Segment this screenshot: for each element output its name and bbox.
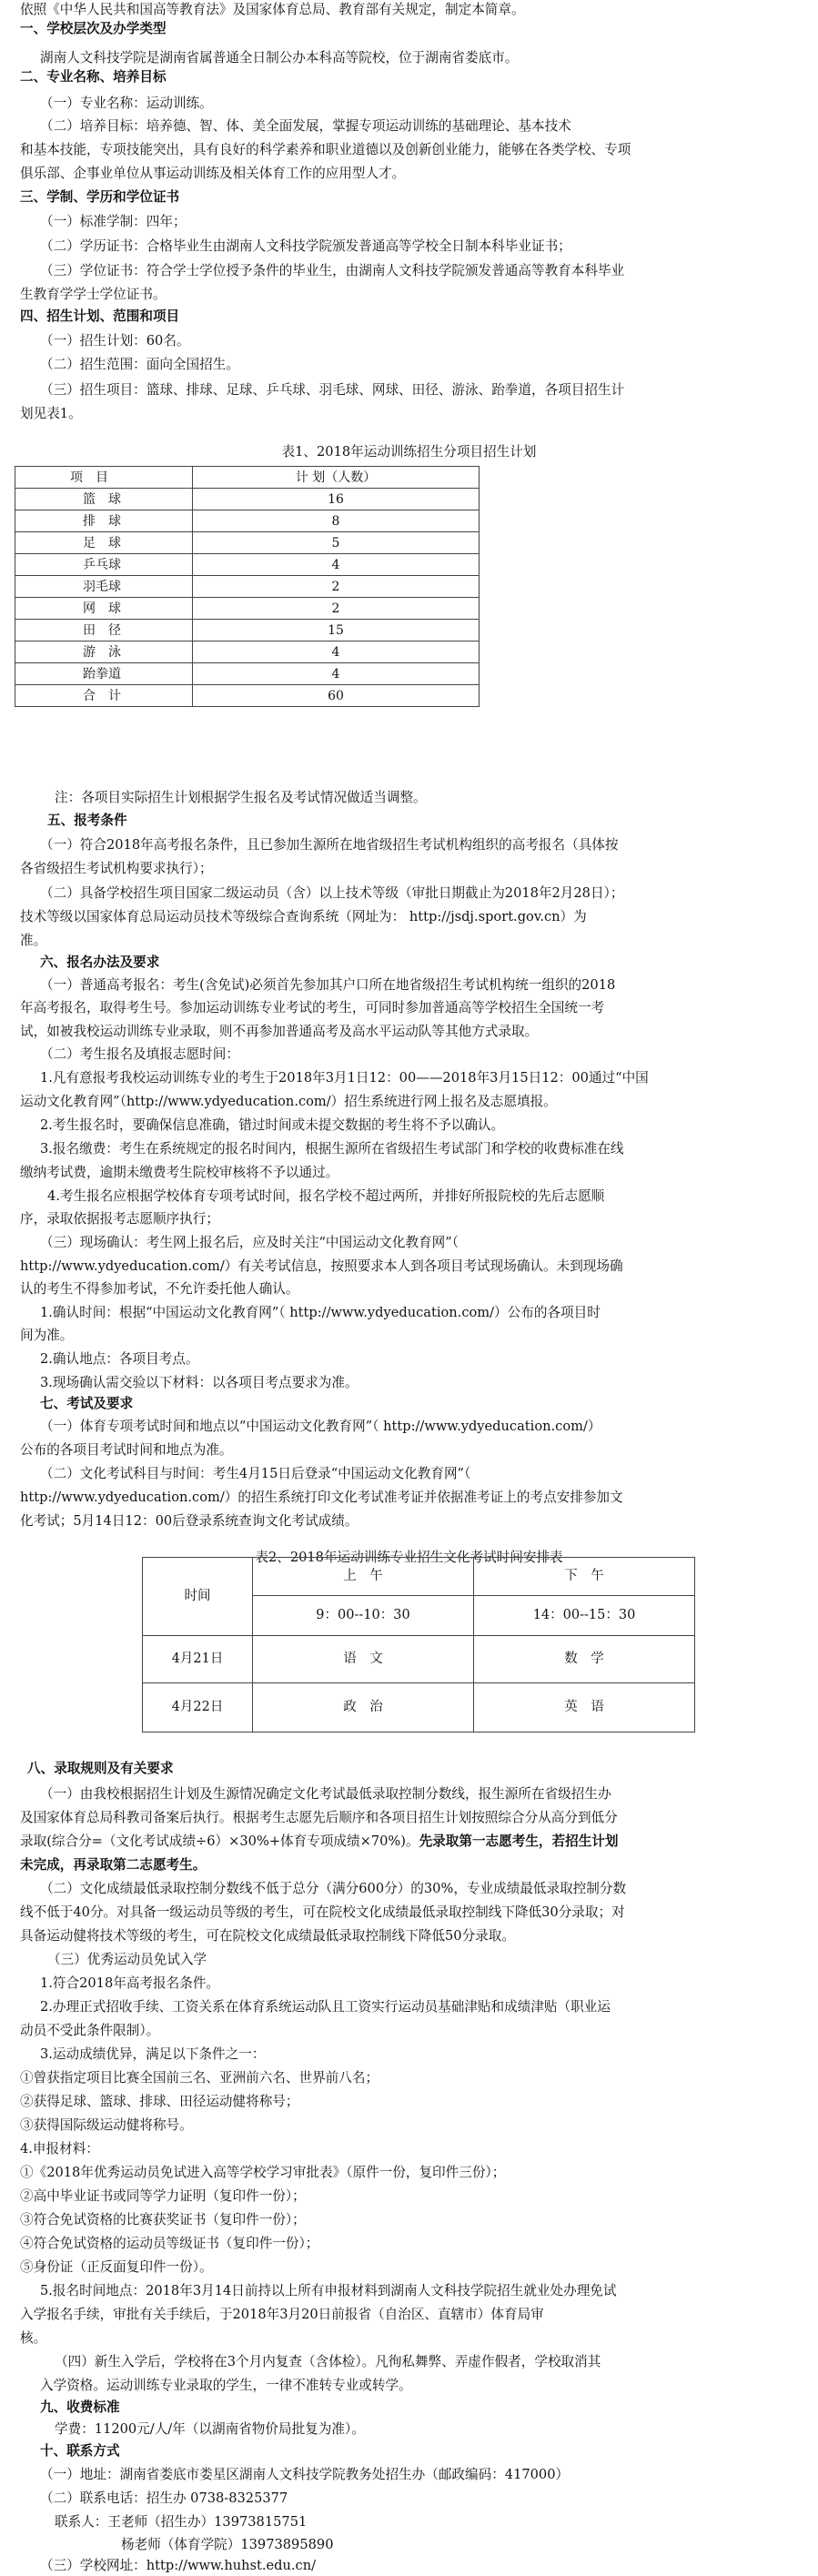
registration-2-3b: 缴纳考试费，逾期未缴费考生院校审核将不予以通过。 [20, 1165, 339, 1180]
table-cell: 2 [193, 598, 480, 620]
admission-1b: 及国家体育总局科教司备案后执行。根据考生志愿先后顺序和各项目招生计划按照综合分从高分到低分 [20, 1810, 618, 1825]
admission-3-title: （三）优秀运动员免试入学 [47, 1952, 207, 1967]
athlete-4-2: ②高中毕业证书或同等学力证明（复印件一份）； [20, 2188, 306, 2204]
table-cell: 4 [193, 663, 480, 685]
eligibility-2c: 准。 [20, 933, 47, 948]
school-description: 湖南人文科技学院是湖南省属普通全日制公办本科高等院校，位于湖南省娄底市。 [40, 50, 519, 66]
training-goal-2: 和基本技能，专项技能突出，具有良好的科学素养和职业道德以及创新创业能力，能够在各类学校、专项 [20, 142, 631, 157]
admission-4a: （四）新生入学后，学校将在3个月内复查（含体检）。凡徇私舞弊、弄虚作假者，学校取消其 [55, 2354, 601, 2369]
heading-contact: 十、联系方式 [40, 2443, 120, 2459]
heading-eligibility: 五、报考条件 [47, 813, 127, 828]
registration-2-4b: 序，录取依据报考志愿顺序执行； [20, 1211, 219, 1227]
table-cell: 乒乓球 [15, 554, 193, 576]
table-row [15, 685, 480, 707]
table-cell: 4月21日 [143, 1636, 253, 1683]
plan-count: （一）招生计划：60名。 [40, 333, 190, 349]
athlete-4-4: ④符合免试资格的运动员等级证书（复印件一份）； [20, 2236, 319, 2251]
confirm-time-a: 1.确认时间：根据“中国运动文化教育网”（ http://www.ydyeducation.com/）公布的各项目时 [40, 1305, 601, 1320]
table-cell: 4 [193, 554, 480, 576]
table-cell: 政 治 [253, 1683, 474, 1732]
registration-2-3a: 3.报名缴费：考生在系统规定的报名时间内，根据生源所在省级招生考试部门和学校的收费标准在线 [40, 1141, 624, 1157]
heading-degree: 三、学制、学历和学位证书 [20, 189, 180, 205]
contact-address: （一）地址：湖南省娄底市娄星区湖南人文科技学院教务处招生办（邮政编码：417000） [40, 2467, 570, 2482]
table-row [15, 598, 480, 620]
table-cell: 4月22日 [143, 1683, 253, 1732]
table-cell: 15 [193, 620, 480, 641]
heading-school-type: 一、学校层次及办学类型 [20, 21, 167, 36]
confirm-materials: 3.现场确认需交验以下材料：以各项目考点要求为准。 [40, 1375, 359, 1390]
athlete-2a: 2.办理正式招收手续、工资关系在体育系统运动队且工资实行运动员基础津贴和成绩津贴（职业运 [40, 1999, 611, 2015]
athlete-1: 1.符合2018年高考报名条件。 [40, 1975, 220, 1991]
admission-formula: 录取(综合分=（文化考试成绩÷6）×30%+体育专项成绩×70%)。 [20, 1834, 419, 1849]
exam-2c: 化考试；5月14日12：00后登录系统查询文化考试成绩。 [20, 1513, 359, 1529]
registration-1a: （一）普通高考报名：考生(含免试)必须首先参加其户口所在地省级招生考试机构统一组织的2018 [40, 977, 616, 993]
contact-person-2: 杨老师（体育学院）13973895890 [121, 2537, 334, 2552]
registration-2-title: （二）考生报名及填报志愿时间： [40, 1046, 239, 1062]
heading-registration: 六、报名办法及要求 [40, 955, 160, 970]
table-cell: 游 泳 [15, 641, 193, 663]
heading-admission: 八、录取规则及有关要求 [27, 1761, 174, 1776]
admission-4b: 入学资格。运动训练专业录取的学生，一律不准转专业或转学。 [40, 2378, 412, 2393]
athlete-4: 4.申报材料： [20, 2141, 99, 2157]
table-row [143, 1683, 695, 1732]
table-cell: 4 [193, 641, 480, 663]
table-row [15, 576, 480, 598]
registration-3b: http://www.ydyeducation.com/）有关考试信息，按照要求本人到各项目考试现场确认。未到现场确 [20, 1258, 623, 1274]
table-header: 上 午 [253, 1558, 474, 1596]
admission-1a: （一）由我校根据招生计划及生源情况确定文化考试最低录取控制分数线，报生源所在省级招生办 [40, 1786, 611, 1802]
athlete-3-3: ③获得国际级运动健将称号。 [20, 2117, 193, 2133]
major-name: （一）专业名称：运动训练。 [40, 96, 213, 111]
contact-phone: （二）联系电话：招生办 0738-8325377 [40, 2490, 288, 2506]
eligibility-2b: 技术等级以国家体育总局运动员技术等级综合查询系统（网址为： http://jsdj.sport.gov.cn）为 [20, 909, 587, 924]
table-row [15, 620, 480, 641]
heading-major: 二、专业名称、培养目标 [20, 69, 167, 85]
exam-2b: http://www.ydyeducation.com/）的招生系统打印文化考试准考证并依据准考证上的考点安排参加文 [20, 1490, 623, 1505]
registration-2-1b: 运动文化教育网”（http://www.ydyeducation.com/）招生系统进行网上报名及志愿填报。 [20, 1094, 557, 1109]
table-cell: 排 球 [15, 510, 193, 532]
table-header-row [15, 467, 480, 489]
degree-duration: （一）标准学制：四年； [40, 214, 187, 229]
table-cell: 数 学 [474, 1636, 695, 1683]
confirm-place: 2.确认地点：各项目考点。 [40, 1351, 199, 1367]
table-header: 时间 [143, 1558, 253, 1636]
table-cell: 14：00--15：30 [474, 1596, 695, 1636]
athlete-5b: 入学报名手续，审批有关手续后，于2018年3月20日前报省（自治区、直辖市）体育局审 [20, 2307, 544, 2322]
table-header: 下 午 [474, 1558, 695, 1596]
table-cell: 网 球 [15, 598, 193, 620]
athlete-5c: 核。 [20, 2330, 47, 2346]
plan-range: （二）招生范围：面向全国招生。 [40, 357, 239, 372]
registration-1c: 试，如被我校运动训练专业录取，则不再参加普通高考及高水平运动队等其他方式录取。 [20, 1024, 539, 1039]
athlete-4-5: ⑤身份证（正反面复印件一份）。 [20, 2259, 213, 2275]
contact-website: （三）学校网址：http://www.huhst.edu.cn/ [40, 2558, 317, 2573]
table-exam-schedule [142, 1557, 695, 1732]
table-row [15, 663, 480, 685]
table-cell: 2 [193, 576, 480, 598]
admission-2c: 具备运动健将技术等级的考生，可在院校文化成绩最低录取控制线下降低50分录取。 [20, 1928, 515, 1944]
athlete-4-1: ①《2018年优秀运动员免试进入高等学校学习审批表》（原件一份，复印件三份）； [20, 2165, 506, 2180]
table-row [15, 489, 480, 510]
table-row [15, 554, 480, 576]
table-row [15, 510, 480, 532]
table2-caption: 表2、2018年运动训练专业招生文化考试时间安排表 [255, 1549, 563, 1565]
heading-exam: 七、考试及要求 [40, 1396, 134, 1411]
table1-note: 注：各项目实际招生计划根据学生报名及考试情况做适当调整。 [55, 790, 427, 805]
table-cell: 足 球 [15, 532, 193, 554]
training-goal-3: 俱乐部、企事业单位从事运动训练及相关体育工作的应用型人才。 [20, 166, 406, 181]
confirm-time-b: 间为准。 [20, 1328, 74, 1343]
fees-tuition: 学费：11200元/人/年（以湖南省物价局批复为准）。 [55, 2421, 365, 2437]
registration-3c: 认的考生不得参加考试，不允许委托他人确认。 [20, 1281, 299, 1297]
intro-line: 依照《中华人民共和国高等教育法》及国家体育总局、教育部有关规定，制定本简章。 [20, 2, 525, 17]
athlete-2b: 动员不受此条件限制）。 [20, 2023, 160, 2038]
table-row [143, 1558, 695, 1596]
athlete-3: 3.运动成绩优异，满足以下条件之一： [40, 2046, 266, 2062]
eligibility-2a: （二）具备学校招生项目国家二级运动员（含）以上技术等级（审批日期截止为2018年2月28日）； [40, 885, 624, 901]
table-row [15, 532, 480, 554]
table-cell: 语 文 [253, 1636, 474, 1683]
athlete-3-2: ②获得足球、篮球、排球、田径运动健将称号； [20, 2094, 299, 2109]
registration-2-1a: 1.凡有意报考我校运动训练专业的考生于2018年3月1日12：00——2018年3月15日12：00通过“中国 [40, 1070, 649, 1086]
heading-plan: 四、招生计划、范围和项目 [20, 308, 180, 324]
athlete-4-3: ③符合免试资格的比赛获奖证书（复印件一份）； [20, 2212, 306, 2227]
table-plan [15, 466, 480, 707]
table-row [143, 1636, 695, 1683]
table-cell: 篮 球 [15, 489, 193, 510]
admission-1d: 未完成，再录取第二志愿考生。 [20, 1857, 207, 1873]
degree-cert-1: （三）学位证书：符合学士学位授予条件的毕业生，由湖南人文科技学院颁发普通高等教育本科毕业 [40, 263, 625, 278]
plan-projects-1: （三）招生项目：篮球、排球、足球、乒乓球、羽毛球、网球、田径、游泳、跆拳道，各项目招生计 [40, 382, 625, 398]
athlete-3-1: ①曾获指定项目比赛全国前三名、亚洲前六名、世界前八名； [20, 2070, 379, 2086]
table-cell: 羽毛球 [15, 576, 193, 598]
admission-1c [20, 1833, 803, 1852]
table-cell: 田 径 [15, 620, 193, 641]
table1-caption: 表1、2018年运动训练招生分项目招生计划 [281, 443, 537, 460]
table-row [15, 641, 480, 663]
table-cell: 合 计 [15, 685, 193, 707]
eligibility-1a: （一）符合2018年高考报名条件，且已参加生源所在地省级招生考试机构组织的高考报名（具体按 [40, 837, 619, 853]
table-header: 计 划（人数） [193, 467, 480, 489]
training-goal-1: （二）培养目标：培养德、智、体、美全面发展，掌握专项运动训练的基础理论、基本技术 [40, 118, 571, 134]
degree-diploma: （二）学历证书：合格毕业生由湖南人文科技学院颁发普通高等学校全日制本科毕业证书； [40, 238, 571, 254]
table-cell: 5 [193, 532, 480, 554]
exam-1a: （一）体育专项考试时间和地点以“中国运动文化教育网”（ http://www.ydyeducation.com/） [40, 1419, 601, 1434]
exam-2a: （二）文化考试科目与时间：考生4月15日后登录“中国运动文化教育网”（ [40, 1466, 471, 1481]
plan-projects-2: 划见表1。 [20, 406, 82, 421]
table-header: 项 目 [15, 467, 193, 489]
table-cell: 英 语 [474, 1683, 695, 1732]
table-cell: 60 [193, 685, 480, 707]
registration-3a: （三）现场确认：考生网上报名后，应及时关注“中国运动文化教育网”（ [40, 1235, 459, 1250]
registration-2-4a: 4.考生报名应根据学校体育专项考试时间，报名学校不超过两所，并排好所报院校的先后志愿顺 [47, 1188, 605, 1204]
degree-cert-2: 生教育学学士学位证书。 [20, 287, 167, 302]
athlete-5a: 5.报名时间地点：2018年3月14日前持以上所有申报材料到湖南人文科技学院招生就业处办理免试 [40, 2283, 617, 2298]
table-cell: 8 [193, 510, 480, 532]
eligibility-1b: 各省级招生考试机构要求执行）； [20, 861, 213, 876]
registration-2-2: 2.考生报名时，要确保信息准确，错过时间或未提交数据的考生将不予以确认。 [40, 1117, 505, 1133]
admission-priority: 先录取第一志愿考生，若招生计划 [419, 1834, 619, 1849]
heading-fees: 九、收费标准 [40, 2399, 120, 2415]
table-cell: 16 [193, 489, 480, 510]
contact-person-1: 联系人：王老师（招生办）13973815751 [55, 2514, 308, 2530]
admission-2a: （二）文化成绩最低录取控制分数线不低于总分（满分600分）的30%，专业成绩最低录取控制分数 [40, 1881, 627, 1896]
exam-1b: 公布的各项目考试时间和地点为准。 [20, 1442, 233, 1458]
table-cell: 9：00--10：30 [253, 1596, 474, 1636]
table-cell: 跆拳道 [15, 663, 193, 685]
admission-2b: 线不低于40分。对具备一级运动员等级的考生，可在院校文化成绩最低录取控制线下降低30分录取；对 [20, 1904, 625, 1920]
registration-1b: 年高考报名，取得考生号。参加运动训练专业考试的考生，可同时参加普通高等学校招生全国统一考 [20, 1000, 605, 1015]
